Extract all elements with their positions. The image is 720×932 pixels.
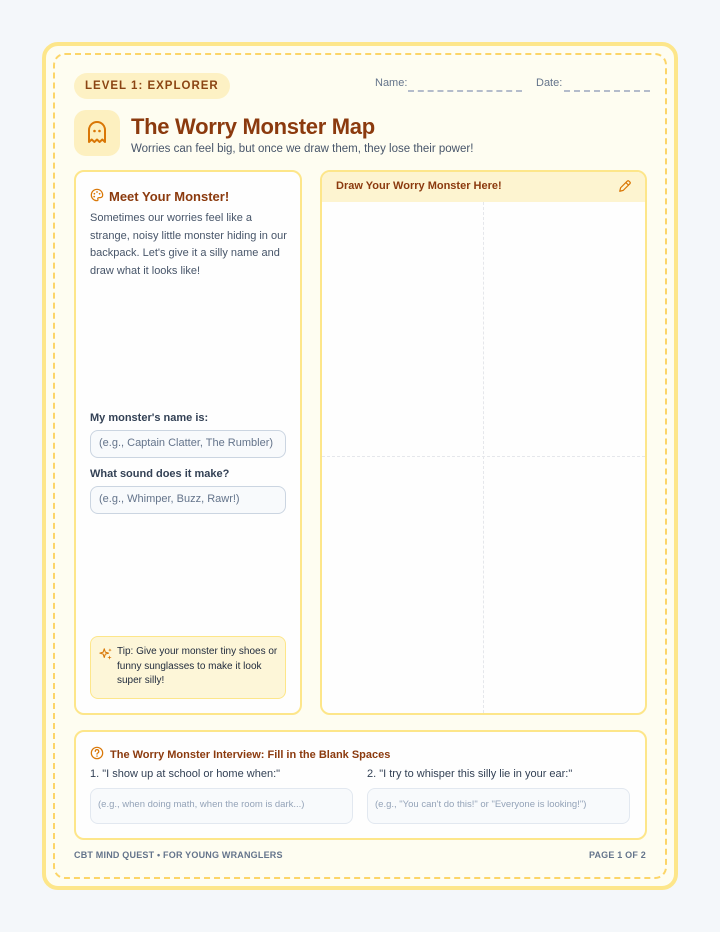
footer-right: PAGE 1 OF 2 [588, 850, 646, 860]
drawing-title: Draw Your Worry Monster Here! [336, 180, 502, 192]
drawing-header [322, 172, 645, 202]
interview-heading [90, 746, 390, 763]
interview-title: The Worry Monster Interview: Fill in the Blank Spaces [110, 748, 391, 761]
meet-monster-heading [90, 188, 229, 205]
question-2: 2. "I try to whisper this silly lie in your ear:" [367, 768, 573, 780]
answer-2-input[interactable]: (e.g., "You can't do this!" or "Everyone is looking!") [367, 788, 630, 824]
question-1: 1. "I show up at school or home when:" [90, 768, 281, 780]
name-label: Name: [375, 77, 408, 89]
date-line[interactable] [564, 90, 650, 92]
intro-text: Sometimes our worries feel like a strange, noisy little monster hiding in our backpack. Let's give it a silly name and draw what it looks like! [90, 212, 287, 277]
meet-monster-title: Meet Your Monster! [109, 189, 230, 204]
monster-name-label: My monster's name is: [90, 412, 209, 424]
worksheet [42, 42, 678, 890]
monster-sound-label: What sound does it make? [90, 468, 230, 480]
date-label: Date: [536, 77, 563, 89]
page-title: The Worry Monster Map [131, 114, 375, 139]
footer-left: CBT MIND QUEST • FOR YOUNG WRANGLERS [74, 850, 283, 860]
grid-line-horizontal [322, 456, 645, 457]
meet-monster-card [74, 170, 302, 715]
ghost-icon [74, 110, 120, 156]
monster-name-input[interactable]: (e.g., Captain Clatter, The Rumbler) [90, 430, 286, 458]
drawing-card [320, 170, 647, 715]
tip-text: Tip: Give your monster tiny shoes or funny sunglasses to make it look super silly! [117, 646, 278, 686]
level-badge: LEVEL 1: EXPLORER [74, 73, 230, 99]
monster-sound-input[interactable]: (e.g., Whimper, Buzz, Rawr!) [90, 486, 286, 514]
page-subtitle: Worries can feel big, but once we draw them, they lose their power! [131, 143, 474, 155]
pencil-icon [618, 179, 632, 198]
tip-box [90, 636, 286, 699]
name-line[interactable] [408, 90, 522, 92]
question-circle-icon [90, 746, 104, 763]
palette-icon [90, 188, 104, 205]
grid-line-vertical [483, 202, 484, 713]
answer-1-input[interactable]: (e.g., when doing math, when the room is dark...) [90, 788, 353, 824]
interview-card [74, 730, 647, 840]
sparkles-icon [99, 647, 113, 666]
